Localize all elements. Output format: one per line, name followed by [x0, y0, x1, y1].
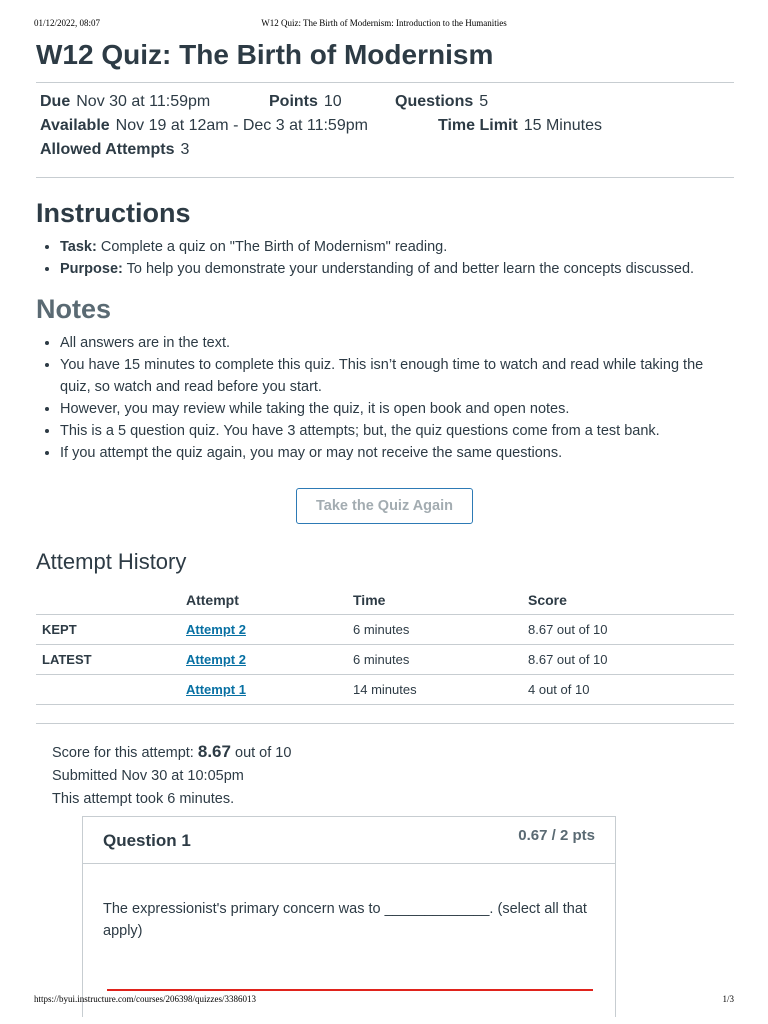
available-value: Nov 19 at 12am - Dec 3 at 11:59pm — [115, 117, 368, 134]
score-cell: 8.67 out of 10 — [522, 615, 734, 645]
questions-value: 5 — [479, 93, 489, 110]
notes-list — [36, 332, 734, 464]
attempt-cell — [180, 615, 347, 645]
score-line — [52, 740, 734, 765]
item-label: Task: — [60, 239, 97, 255]
column-header: Attempt — [180, 586, 347, 615]
divider — [36, 177, 734, 178]
score-cell: 4 out of 10 — [522, 675, 734, 705]
list-item: • You have 15 minutes to complete this quiz. This isn’t enough time to watch and read while taking the quiz, so watch and read before you start. — [60, 354, 734, 398]
incorrect-answer-marker — [107, 989, 593, 991]
divider — [36, 723, 734, 724]
due-label: Due — [40, 93, 71, 110]
questions-label: Questions — [395, 93, 474, 110]
attempt-link[interactable]: Attempt 1 — [186, 682, 246, 697]
main-content — [36, 30, 734, 811]
score-value: 8.67 — [197, 742, 231, 761]
list-item: • If you attempt the quiz again, you may or may not receive the same questions. — [60, 442, 734, 464]
score-prefix: Score for this attempt: — [52, 745, 194, 761]
attempt-link[interactable]: Attempt 2 — [186, 652, 246, 667]
time-limit-detail — [438, 117, 602, 135]
item-label: Purpose: — [60, 261, 123, 277]
print-header — [0, 18, 768, 30]
table-row — [36, 645, 734, 675]
list-item: • This is a 5 question quiz. You have 3 attempts; but, the quiz questions come from a test bank. — [60, 420, 734, 442]
instructions-list — [36, 236, 734, 280]
page-title: W12 Quiz: The Birth of Modernism — [36, 39, 494, 70]
list-item — [60, 236, 734, 258]
duration-line: This attempt took 6 minutes. — [52, 791, 235, 807]
allowed-attempts-value: 3 — [180, 141, 190, 158]
table-row — [36, 675, 734, 705]
available-label: Available — [40, 117, 110, 134]
column-header: Time — [347, 586, 522, 615]
item-text: To help you demonstrate your understanding of and better learn the concepts discussed. — [122, 261, 695, 277]
available-detail — [40, 117, 368, 135]
row-label: LATEST — [36, 645, 180, 675]
print-datetime: 01/12/2022, 08:07 — [34, 18, 101, 28]
print-page-title: W12 Quiz: The Birth of Modernism: Introduction to the Humanities — [261, 18, 507, 28]
attempt-summary — [36, 740, 734, 811]
attempt-link[interactable]: Attempt 2 — [186, 622, 246, 637]
take-quiz-again-button[interactable]: Take the Quiz Again — [296, 488, 473, 524]
notes-heading: Notes — [36, 294, 112, 324]
score-suffix: out of 10 — [235, 745, 292, 761]
time-limit-value: 15 Minutes — [523, 117, 602, 134]
time-cell: 6 minutes — [347, 645, 522, 675]
list-item — [60, 258, 734, 280]
points-label: Points — [269, 93, 318, 110]
score-cell: 8.67 out of 10 — [522, 645, 734, 675]
points-detail — [269, 93, 342, 111]
attempt-cell — [180, 645, 347, 675]
table-row — [36, 615, 734, 645]
retake-area — [36, 464, 734, 538]
column-header — [36, 586, 180, 615]
print-url: https://byui.instructure.com/courses/206398/quizzes/3386013 — [34, 994, 256, 1004]
table-header-row — [36, 586, 734, 615]
time-cell: 14 minutes — [347, 675, 522, 705]
submitted-line: Submitted Nov 30 at 10:05pm — [52, 768, 244, 784]
points-value: 10 — [323, 93, 342, 110]
allowed-attempts-detail — [40, 141, 189, 159]
instructions-heading: Instructions — [36, 198, 191, 228]
attempt-history-heading: Attempt History — [36, 549, 187, 574]
question-card — [82, 816, 616, 1017]
attempt-cell — [180, 675, 347, 705]
item-text: Complete a quiz on "The Birth of Modernism" reading. — [96, 239, 448, 255]
row-label — [36, 675, 180, 705]
attempt-history-table — [36, 586, 734, 705]
list-item: • However, you may review while taking the quiz, it is open book and open notes. — [60, 398, 734, 420]
row-label: KEPT — [36, 615, 180, 645]
due-detail — [40, 93, 210, 111]
list-item: • All answers are in the text. — [60, 332, 734, 354]
question-points: 0.67 / 2 pts — [518, 827, 595, 844]
print-page-number: 1/3 — [722, 994, 734, 1004]
question-title: Question 1 — [103, 831, 191, 850]
print-footer — [0, 994, 768, 1006]
divider — [36, 82, 734, 83]
column-header: Score — [522, 586, 734, 615]
time-cell: 6 minutes — [347, 615, 522, 645]
question-text: The expressionist's primary concern was to _____________. (select all that apply) — [103, 901, 587, 939]
question-header — [83, 817, 615, 864]
due-value: Nov 30 at 11:59pm — [76, 93, 211, 110]
quiz-details — [36, 91, 734, 177]
allowed-attempts-label: Allowed Attempts — [40, 141, 175, 158]
questions-detail — [395, 93, 488, 111]
time-limit-label: Time Limit — [438, 117, 518, 134]
